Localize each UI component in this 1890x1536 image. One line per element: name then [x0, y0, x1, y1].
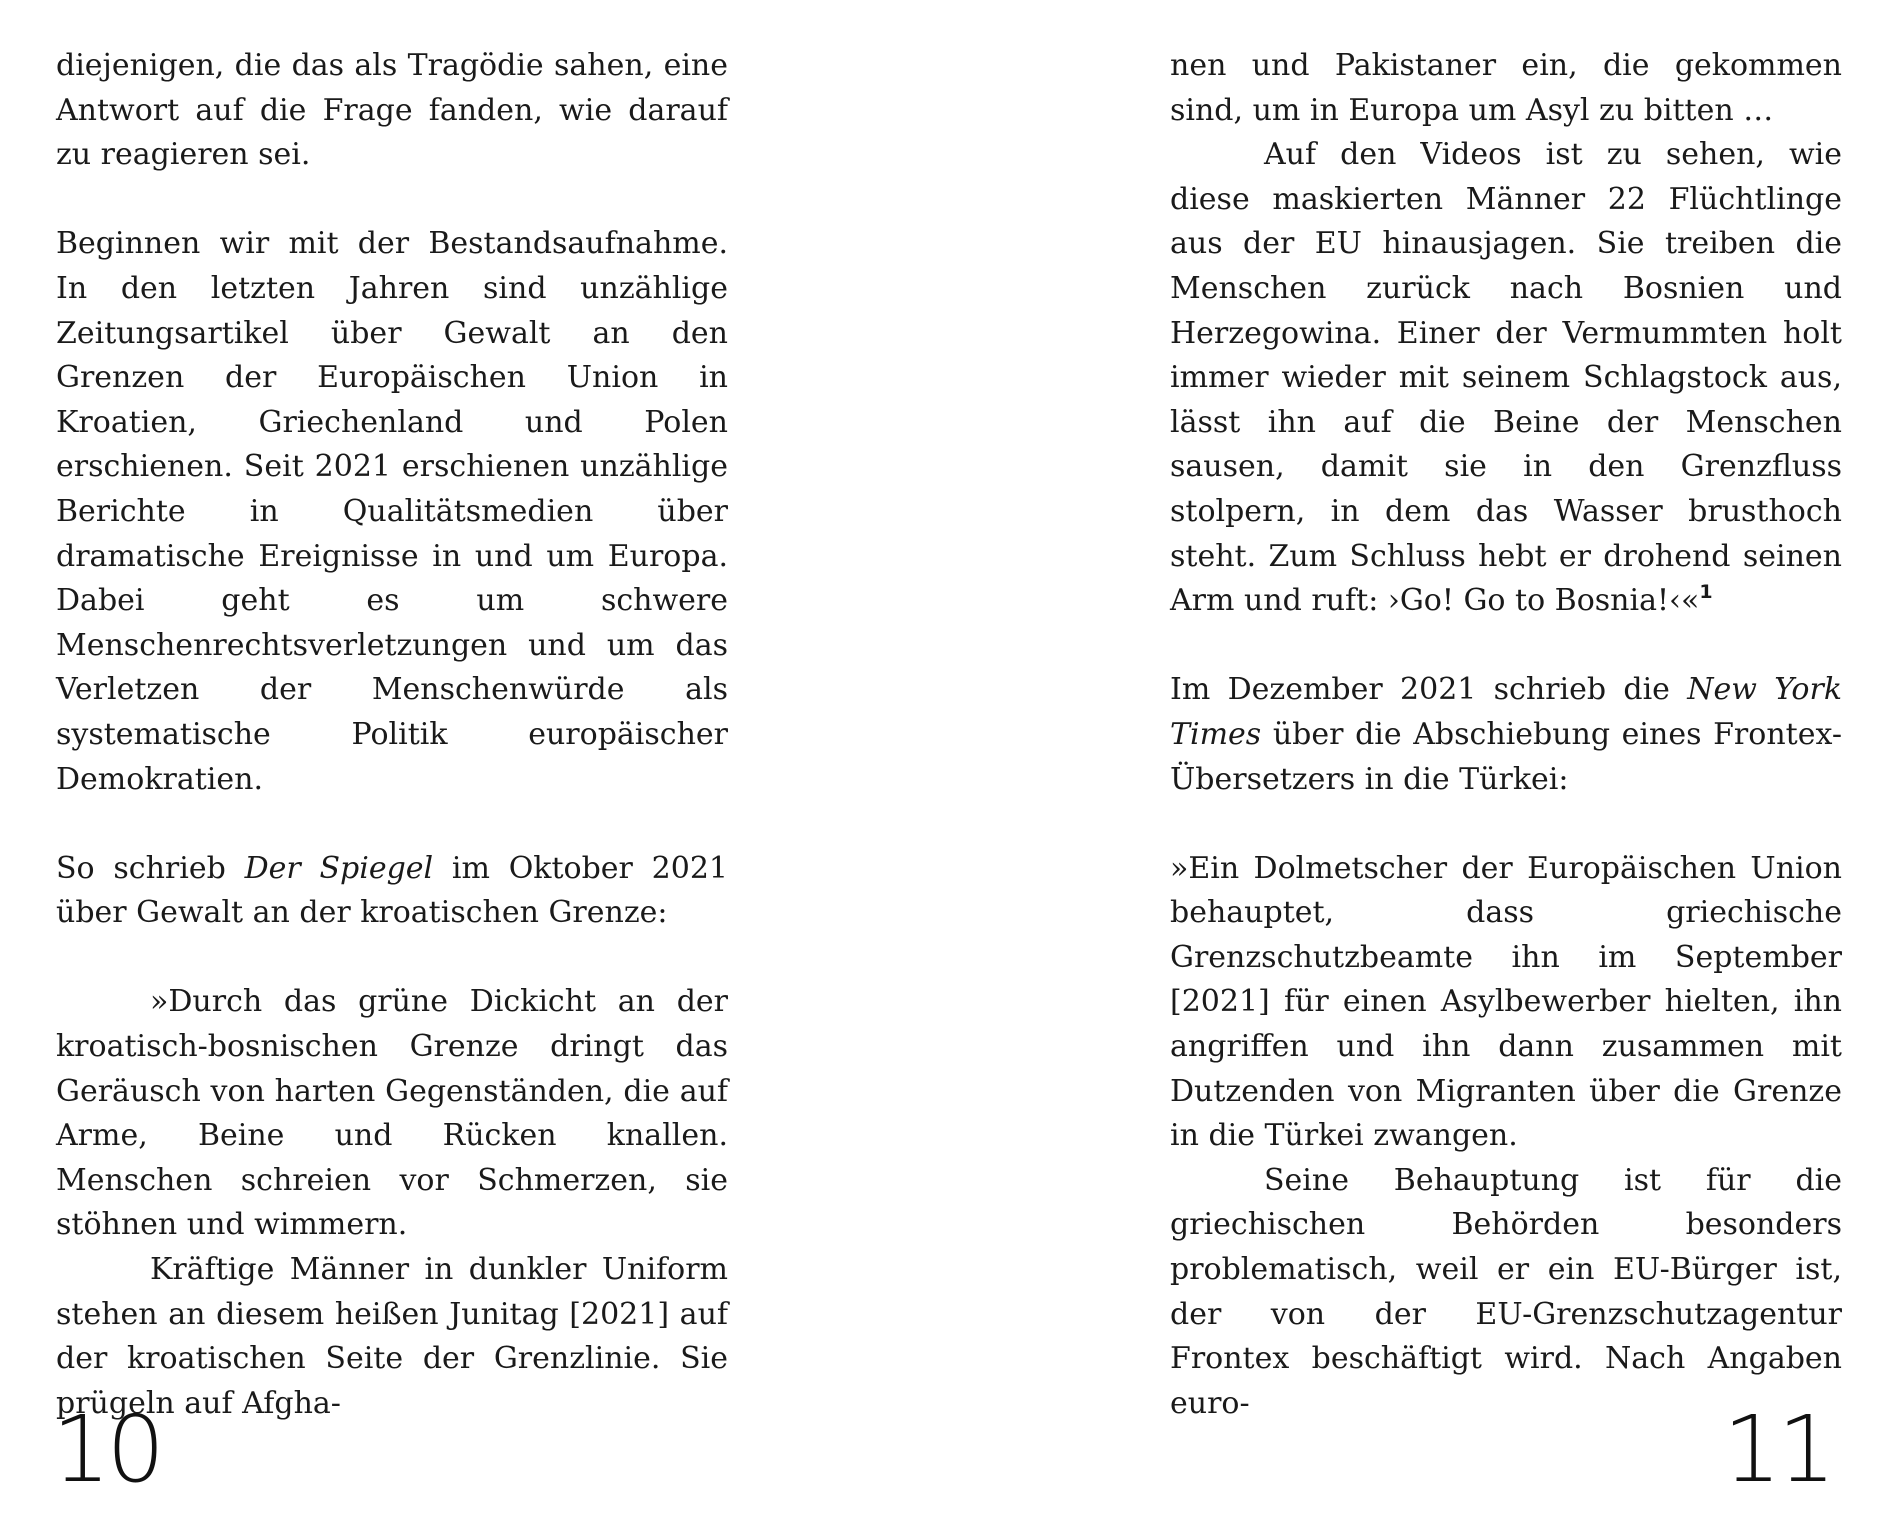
- quote-paragraph: »Ein Dolmetscher der Europäischen Union behauptet, dass griechische Grenzschutzbeamte ihn im September [2021] für einen Asylbewerber hielten, ihn angriffen und ihn dann zusammen mit Dutzenden von Migranten über die Grenze in die Türkei zwangen.: [1170, 850, 1842, 1154]
- publication-title: New York Times: [1170, 672, 1842, 752]
- quote-paragraph: [1170, 133, 1842, 624]
- footnote-marker[interactable]: 1: [1699, 581, 1713, 604]
- text-run: Auf den Videos ist zu sehen, wie diese maskierten Männer 22 Flüchtlinge aus der EU hinausjagen. Sie treiben die Menschen zurück nach Bosnien und Herzegowina. Einer der Vermummten holt immer wieder mit seinem Schlagstock aus, lässt ihn auf die Beine der Menschen sausen, damit sie in den Grenzfluss stolpern, in dem das Wasser brusthoch steht. Zum Schluss hebt er drohend seinen Arm und ruft: ›Go! Go to Bosnia!‹«: [1170, 137, 1842, 619]
- right-text-column: [1170, 44, 1842, 1426]
- text-run: So schrieb: [56, 850, 245, 886]
- left-text-column: [56, 44, 728, 1426]
- paragraph: diejenigen, die das als Tragödie sahen, eine Antwort auf die Frage fanden, wie darauf zu reagieren sei.: [56, 48, 728, 173]
- quote-paragraph: Seine Behauptung ist für die griechischen Behörden besonders problematisch, weil er ein EU-Bürger ist, der von der EU-Grenzschutzagentur Frontex beschäftigt wird. Nach Angaben euro-: [1170, 1162, 1842, 1421]
- quote-paragraph: »Durch das grüne Dickicht an der kroatisch-bosnischen Grenze dringt das Geräusch von harten Gegenständen, die auf Arme, Beine und Rücken knallen. Menschen schreien vor Schmerzen, sie stöhnen und wimmern.: [56, 984, 728, 1243]
- paragraph: [1170, 668, 1842, 802]
- publication-title: Der Spiegel: [244, 850, 434, 886]
- paragraph: [56, 847, 728, 936]
- paragraph: Beginnen wir mit der Bestandsaufnahme. In den letzten Jahren sind unzählige Zeitungsartikel über Gewalt an den Grenzen der Europäischen Union in Kroatien, Griechenland und Polen erschienen. Seit 2021 erschienen unzählige Berichte in Qualitätsmedien über dramatische Ereignisse in und um Europa. Dabei geht es um schwere Menschenrechtsverletzungen und um das Verletzen der Menschenwürde als systematische Politik europäischer Demokratien.: [56, 226, 728, 797]
- text-run: im Oktober 2021 über Gewalt an der kroatischen Grenze:: [56, 850, 729, 931]
- page-number: 10: [52, 1396, 162, 1503]
- text-run: Im Dezember 2021 schrieb die: [1170, 672, 1688, 708]
- paragraph: nen und Pakistaner ein, die gekommen sind, um in Europa um Asyl zu bitten …: [1170, 48, 1842, 128]
- text-run: über die Abschiebung eines Frontex-Übersetzers in die Türkei:: [1170, 716, 1842, 797]
- page-number: 11: [1722, 1396, 1832, 1503]
- right-page: [945, 0, 1890, 1536]
- quote-paragraph: Kräftige Männer in dunkler Uniform stehen an diesem heißen Junitag [2021] auf der kroatischen Seite der Grenzlinie. Sie prügeln auf Afgha-: [56, 1252, 728, 1421]
